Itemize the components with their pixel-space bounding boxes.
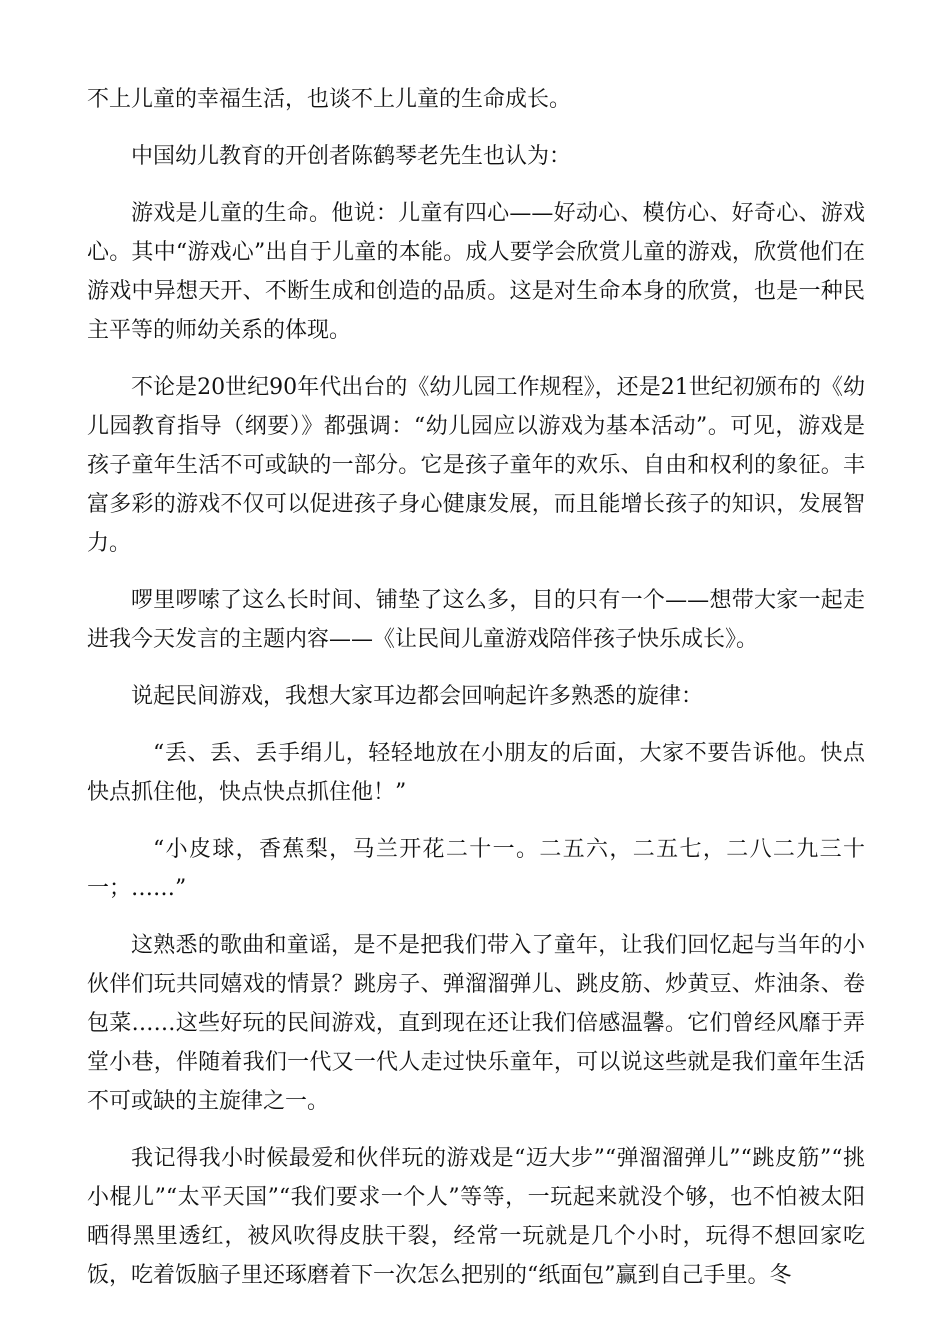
quote-rubber-ball-rhyme: “小皮球，香蕉梨，马兰开花二十一。二五六，二五七，二八二九三十一；……” (87, 837, 865, 901)
document-body (87, 80, 865, 1313)
paragraph-kindergarten-regulations: 不论是20世纪90年代出台的《幼儿园工作规程》，还是21世纪初颁布的《幼儿园教育指导（纲要）》都强调：“幼儿园应以游戏为基本活动”。可见，游戏是孩子童年生活不可或缺的一部分。它是孩子童年的欢乐、自由和权利的象征。丰富多彩的游戏不仅可以促进孩子身心健康发展，而且能增长孩子的知识，发展智力。 (87, 375, 865, 556)
paragraph-favorite-games: 我记得我小时候最爱和伙伴玩的游戏是“迈大步”“弹溜溜弹儿”“跳皮筋”“挑小棍儿”“太平天国”“我们要求一个人”等等，一玩起来就没个够，也不怕被太阳晒得黑里透红，被风吹得皮肤干裂，经常一玩就是几个小时，玩得不想回家吃饭，吃着饭脑子里还琢磨着下一次怎么把别的“纸面包”赢到自己手里。冬 (87, 1146, 865, 1288)
paragraph-folk-games-melodies: 说起民间游戏，我想大家耳边都会回响起许多熟悉的旋律： (131, 684, 704, 709)
paragraph-continuation: 不上儿童的幸福生活，也谈不上儿童的生命成长。 (87, 87, 572, 112)
paragraph-childhood-memories: 这熟悉的歌曲和童谣，是不是把我们带入了童年，让我们回忆起与当年的小伙伴们玩共同嬉戏的情景？跳房子、弹溜溜弹儿、跳皮筋、炒黄豆、炸油条、卷包菜……这些好玩的民间游戏，直到现在还让我们倍感温馨。它们曾经风靡于弄堂小巷，伴随着我们一代又一代人走过快乐童年，可以说这些就是我们童年生活不可或缺的主旋律之一。 (87, 933, 865, 1114)
paragraph-four-hearts: 游戏是儿童的生命。他说：儿童有四心——好动心、模仿心、好奇心、游戏心。其中“游戏心”出自于儿童的本能。成人要学会欣赏儿童的游戏，欣赏他们在游戏中异想天开、不断生成和创造的品质。这是对生命本身的欣赏，也是一种民主平等的师幼关系的体现。 (87, 201, 865, 343)
paragraph-chen-heqin-intro: 中国幼儿教育的开创者陈鹤琴老先生也认为： (131, 144, 572, 169)
quote-handkerchief-song: “丢、丢、丢手绢儿，轻轻地放在小朋友的后面，大家不要告诉他。快点快点抓住他，快点快点抓住他！” (87, 741, 865, 805)
paragraph-speech-topic: 啰里啰嗦了这么长时间、铺垫了这么多，目的只有一个——想带大家一起走进我今天发言的主题内容——《让民间儿童游戏陪伴孩子快乐成长》。 (87, 588, 865, 652)
